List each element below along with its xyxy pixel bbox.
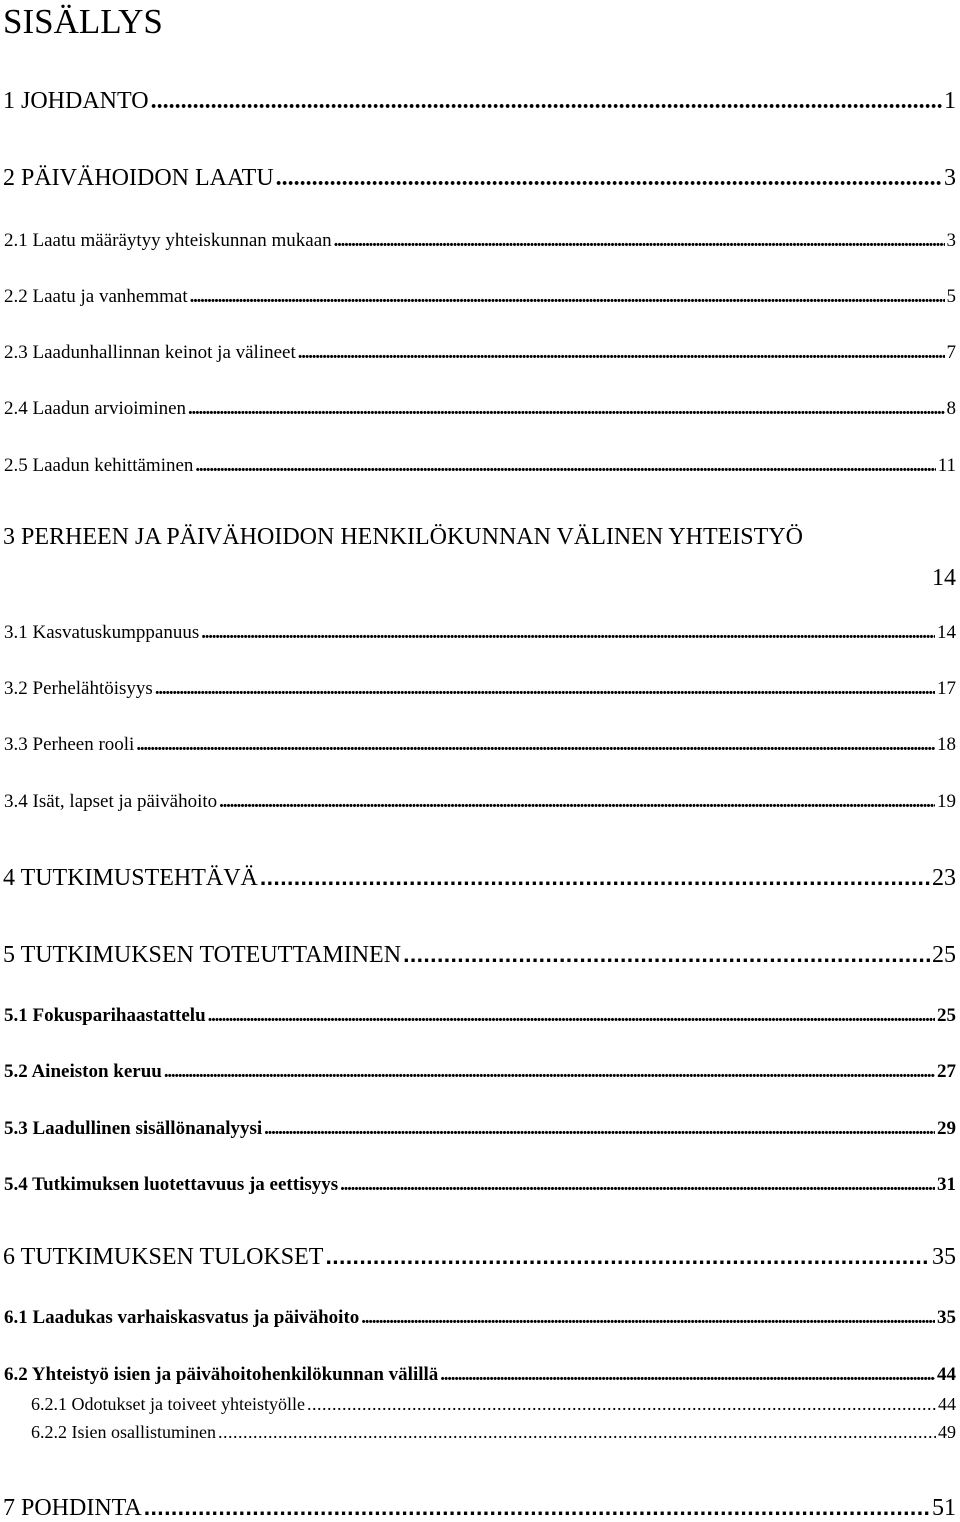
dot-leader [361,1307,935,1329]
dot-leader [188,398,944,420]
dot-leader [307,1394,936,1415]
toc-page-number: 44 [938,1394,956,1414]
toc-label: 2.4 Laadun arvioiminen [4,398,187,419]
toc-entry-2-1[interactable] [4,230,956,252]
toc-page-number: 11 [937,455,956,476]
toc-label: 5.4 Tutkimuksen luotettavuus ja eettisyys [4,1174,339,1195]
toc-label: 6.2.1 Odotukset ja toiveet yhteistyölle [31,1394,305,1414]
dot-leader [208,1005,935,1027]
toc-page-number: 35 [932,1244,956,1270]
toc-label: 3.3 Perheen rooli [4,734,135,755]
toc-entry-3-3[interactable] [4,734,956,756]
toc-entry-2-2[interactable] [4,286,956,308]
toc-page-number: 1 [944,88,956,114]
toc-entry-6-2-1[interactable] [31,1394,956,1415]
toc-label: 5.1 Fokusparihaastattelu [4,1005,206,1026]
toc-page-number: 17 [937,678,956,699]
toc-page-number: 3 [944,165,956,191]
dot-leader [260,864,930,891]
dot-leader [298,342,945,364]
dot-leader [219,791,935,813]
toc-label: 5.2 Aineiston keruu [4,1061,162,1082]
toc-page-number: 51 [932,1495,956,1521]
toc-entry-5-2[interactable] [4,1061,956,1083]
toc-entry-5-3[interactable] [4,1118,956,1140]
toc-label: 2.5 Laadun kehittäminen [4,455,194,476]
toc-page-number: 35 [937,1307,956,1328]
toc-entry-3-4[interactable] [4,791,956,813]
toc-page-number: 14 [937,622,956,643]
toc-entry-6-1[interactable] [4,1307,956,1329]
dot-leader [151,88,942,115]
toc-page-number: 18 [937,734,956,755]
toc-entry-3[interactable] [3,524,956,592]
toc-entry-2-5[interactable] [4,455,956,477]
dot-leader [403,941,930,968]
toc-entry-5[interactable] [3,941,956,969]
toc-page-number: 31 [937,1174,956,1195]
dot-leader [190,286,945,308]
toc-page-number: 29 [937,1118,956,1139]
toc-entry-5-4[interactable] [4,1174,956,1196]
toc-page-number: 44 [937,1364,956,1385]
toc-label: 6.2 Yhteistyö isien ja päivähoitohenkilökunnan välillä [4,1364,439,1385]
toc-page-number: 49 [938,1422,956,1442]
toc-label: 3 PERHEEN JA PÄIVÄHOIDON HENKILÖKUNNAN VÄLINEN YHTEISTYÖ [3,524,803,550]
toc-entry-2-3[interactable] [4,342,956,364]
toc-label: 7 POHDINTA [3,1495,142,1521]
toc-page-number: 14 [932,565,956,591]
toc-page-number: 25 [937,1005,956,1026]
dot-leader [218,1422,936,1443]
dot-leader [276,165,942,192]
dot-leader [136,734,935,756]
toc-label: 2.1 Laatu määräytyy yhteiskunnan mukaan [4,230,332,251]
toc-label: 3.2 Perhelähtöisyys [4,678,153,699]
toc-label: 5.3 Laadullinen sisällönanalyysi [4,1118,263,1139]
toc-label: 1 JOHDANTO [3,88,149,114]
toc-label: 4 TUTKIMUSTEHTÄVÄ [3,865,258,891]
toc-entry-4[interactable] [3,864,956,892]
dot-leader [264,1118,935,1140]
toc-label: 3.1 Kasvatuskumppanuus [4,622,200,643]
dot-leader [155,678,935,700]
dot-leader [325,1243,930,1270]
toc-page-number: 5 [946,286,956,307]
toc-label: 6 TUTKIMUKSEN TULOKSET [3,1244,324,1270]
dot-leader [340,1174,935,1196]
dot-leader [144,1494,930,1521]
toc-page-number: 8 [946,398,956,419]
toc-page-number: 25 [932,942,956,968]
toc-label: 2.2 Laatu ja vanhemmat [4,286,188,307]
toc-entry-3-2[interactable] [4,678,956,700]
toc-entry-5-1[interactable] [4,1005,956,1027]
toc-entry-3-1[interactable] [4,622,956,644]
toc-page-number: 23 [932,865,956,891]
toc-page-number: 7 [946,342,956,363]
toc-entry-6-2[interactable] [4,1364,956,1386]
dot-leader [334,230,945,252]
toc-label: 2.3 Laadunhallinnan keinot ja välineet [4,342,296,363]
toc-page-number: 27 [937,1061,956,1082]
dot-leader [195,455,935,477]
toc-entry-2[interactable] [3,165,956,192]
toc-label: 2 PÄIVÄHOIDON LAATU [3,165,274,191]
toc-entry-6[interactable] [3,1243,956,1271]
toc-label: 6.2.2 Isien osallistuminen [31,1422,216,1442]
toc-label: 3.4 Isät, lapset ja päivähoito [4,791,218,812]
toc-entry-2-4[interactable] [4,398,956,420]
toc-entry-1[interactable] [3,88,956,115]
toc-entry-7[interactable] [3,1494,956,1522]
dot-leader [164,1061,935,1083]
toc-page-number: 19 [937,791,956,812]
dot-leader [201,622,935,644]
toc-label: 6.1 Laadukas varhaiskasvatus ja päivähoito [4,1307,360,1328]
toc-label: 5 TUTKIMUKSEN TOTEUTTAMINEN [3,942,402,968]
toc-entry-6-2-2[interactable] [31,1422,956,1443]
toc-page-number: 3 [946,230,956,251]
page-title: SISÄLLYS [3,2,163,41]
dot-leader [440,1364,935,1386]
